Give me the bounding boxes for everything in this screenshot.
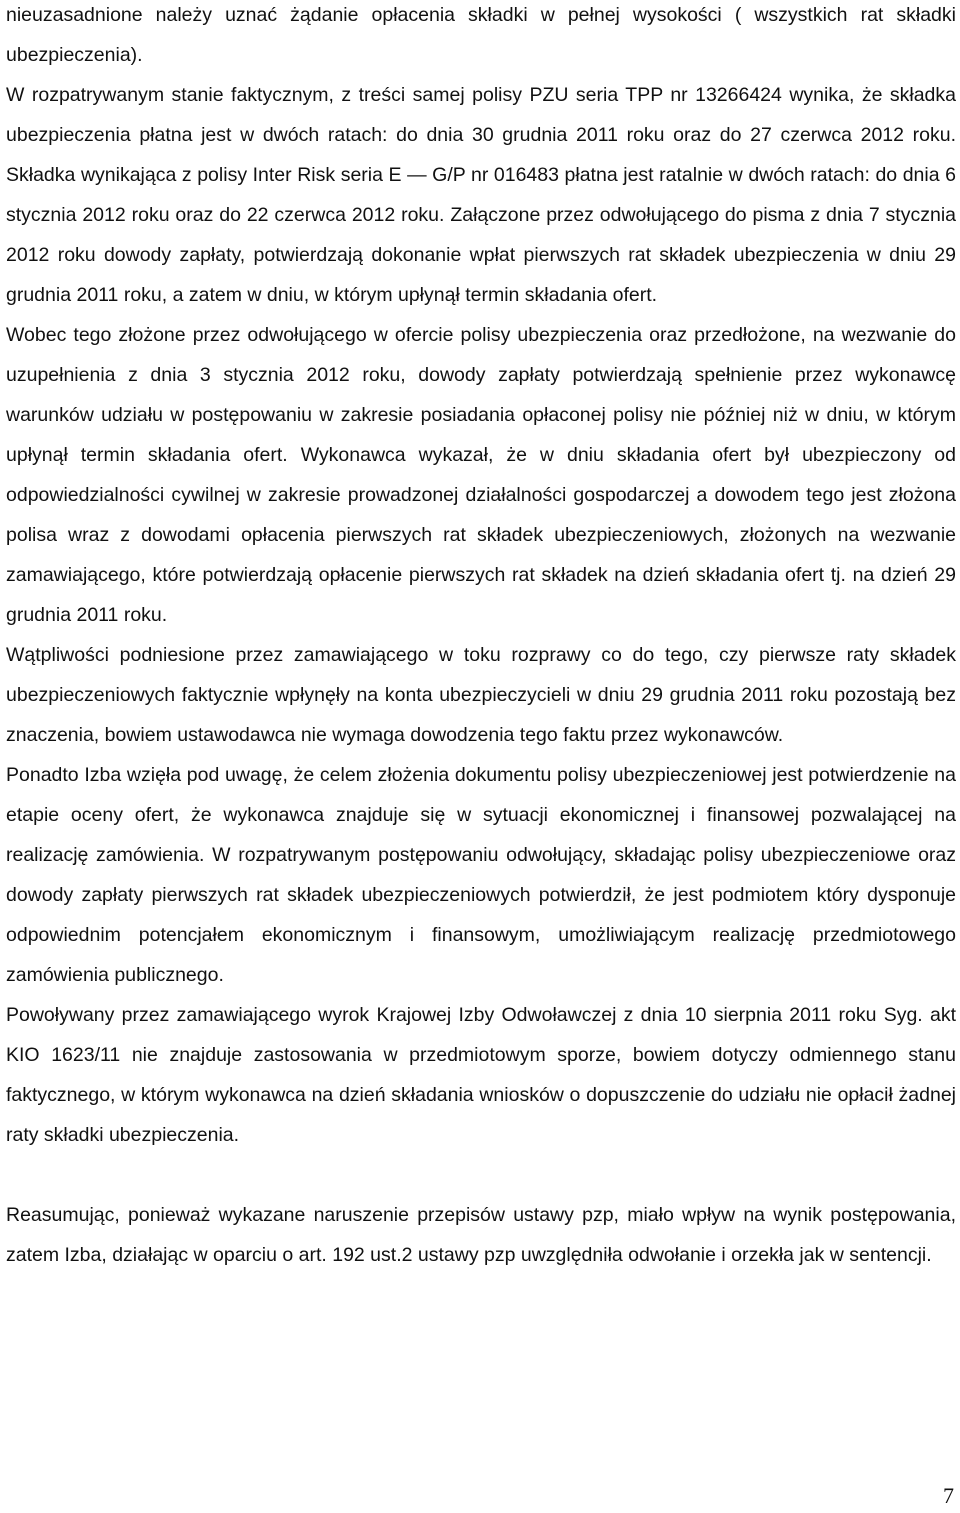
paragraph-1: nieuzasadnione należy uznać żądanie opłacenia składki w pełnej wysokości ( wszystkich rat składki ubezpieczenia). [6, 4, 956, 66]
paragraph-spacer [6, 1155, 956, 1195]
paragraph-3: Wobec tego złożone przez odwołującego w ofercie polisy ubezpieczenia oraz przedłożone, na wezwanie do uzupełnienia z dnia 3 stycznia 2012 roku, dowody zapłaty potwierdzają spełnienie przez wykonawcę warunków udziału w postępowaniu w zakresie posiadania opłaconej polisy nie później niż w dniu, w którym upłynął termin składania ofert. Wykonawca wykazał, że w dniu składania ofert był ubezpieczony od odpowiedzialności cywilnej w zakresie prowadzonej działalności gospodarczej a dowodem tego jest złożona polisa wraz z dowodami opłacenia pierwszych rat składek ubezpieczeniowych, złożonych na wezwanie zamawiającego, które potwierdzają opłacenie pierwszych rat składek na dzień składania ofert tj. na dzień 29 grudnia 2011 roku. [6, 324, 956, 626]
paragraph-5: Ponadto Izba wzięła pod uwagę, że celem złożenia dokumentu polisy ubezpieczeniowej jest potwierdzenie na etapie oceny ofert, że wykonawca znajduje się w sytuacji ekonomicznej i finansowej pozwalającej na realizację zamówienia. W rozpatrywanym postępowaniu odwołujący, składając polisy ubezpieczeniowe oraz dowody zapłaty pierwszych rat składek ubezpieczeniowych potwierdził, że jest podmiotem który dysponuje odpowiednim potencjałem ekonomicznym i finansowym, umożliwiającym realizację przedmiotowego zamówienia publicznego. [6, 764, 956, 986]
paragraph-6: Powoływany przez zamawiającego wyrok Krajowej Izby Odwoławczej z dnia 10 sierpnia 2011 roku Syg. akt KIO 1623/11 nie znajduje zastosowania w przedmiotowym sporze, bowiem dotyczy odmiennego stanu faktycznego, w którym wykonawca na dzień składania wniosków o dopuszczenie do udziału nie opłacił żadnej raty składki ubezpieczenia. [6, 1004, 956, 1146]
paragraph-7: Reasumując, ponieważ wykazane naruszenie przepisów ustawy pzp, miało wpływ na wynik postępowania, zatem Izba, działając w oparciu o art. 192 ust.2 ustawy pzp uwzględniła odwołanie i orzekła jak w sentencji. [6, 1204, 956, 1266]
paragraph-2: W rozpatrywanym stanie faktycznym, z treści samej polisy PZU seria TPP nr 13266424 wynika, że składka ubezpieczenia płatna jest w dwóch ratach: do dnia 30 grudnia 2011 roku oraz do 27 czerwca 2012 roku. Składka wynikająca z polisy Inter Risk seria E — G/P nr 016483 płatna jest ratalnie w dwóch ratach: do dnia 6 stycznia 2012 roku oraz do 22 czerwca 2012 roku. Załączone przez odwołującego do pisma z dnia 7 stycznia 2012 roku dowody zapłaty, potwierdzają dokonanie wpłat pierwszych rat składek ubezpieczenia w dniu 29 grudnia 2011 roku, a zatem w dniu, w którym upłynął termin składania ofert. [6, 84, 956, 306]
document-page [6, 0, 956, 1275]
paragraph-4: Wątpliwości podniesione przez zamawiającego w toku rozprawy co do tego, czy pierwsze raty składek ubezpieczeniowych faktycznie wpłynęły na konta ubezpieczycieli w dniu 29 grudnia 2011 roku pozostają bez znaczenia, bowiem ustawodawca nie wymaga dowodzenia tego faktu przez wykonawców. [6, 644, 956, 746]
page-number: 7 [943, 1483, 954, 1508]
